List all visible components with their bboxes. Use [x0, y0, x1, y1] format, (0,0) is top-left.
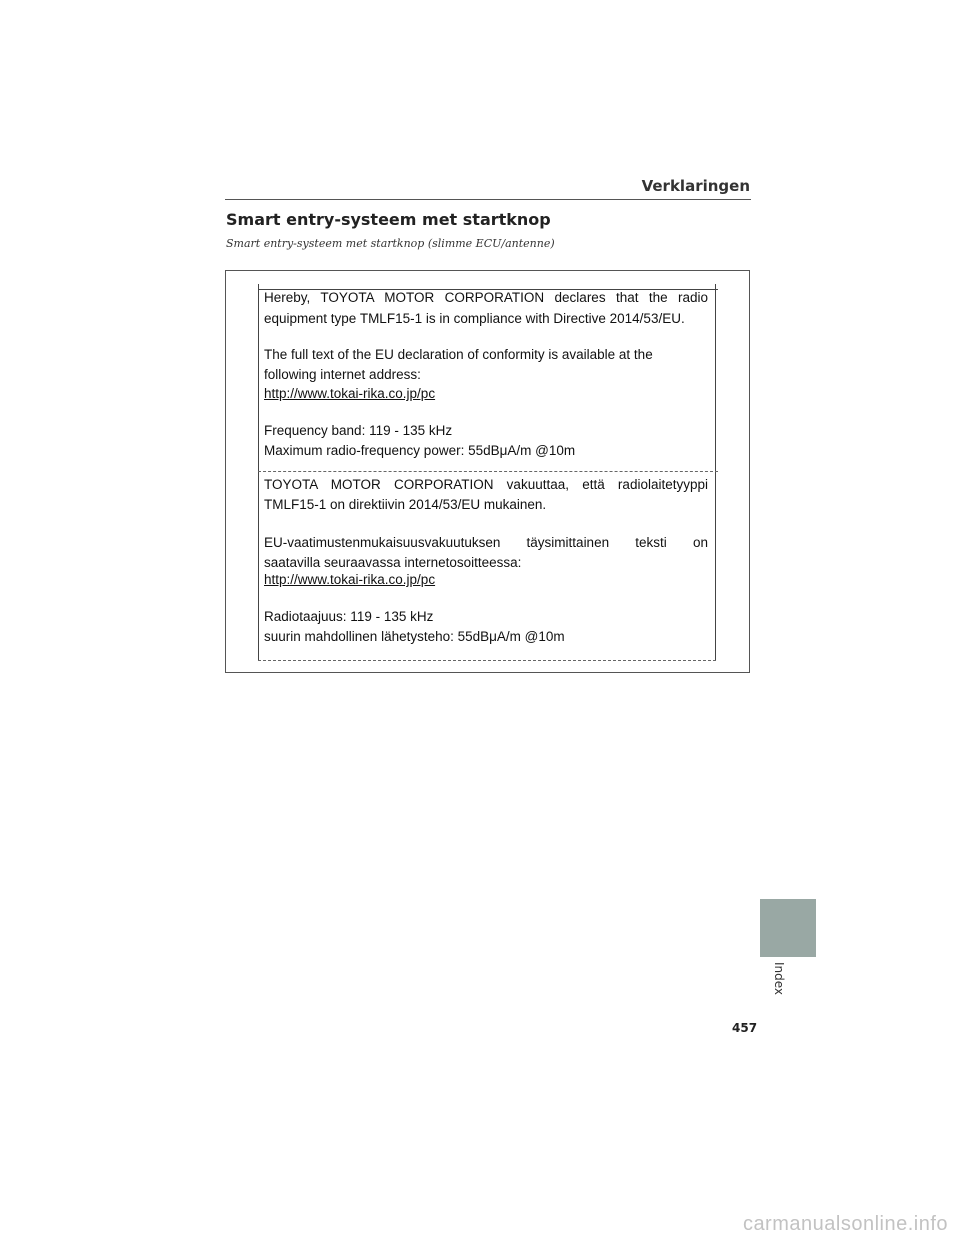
section-subtitle: Smart entry-systeem met startknop (slimme ECU/antenne): [226, 237, 555, 250]
finnish-link[interactable]: http://www.tokai-rika.co.jp/pc: [264, 572, 436, 587]
english-line-1: Hereby, TOYOTA MOTOR CORPORATION declares that the radio: [264, 290, 708, 305]
page-number: 457: [732, 1021, 758, 1035]
section-title: Smart entry-systeem met startknop: [226, 210, 551, 229]
english-link[interactable]: http://www.tokai-rika.co.jp/pc: [264, 386, 436, 401]
side-tab-label: Index: [772, 962, 786, 996]
finnish-power: suurin mahdollinen lähetysteho: 55dBμA/m @10m: [264, 629, 565, 644]
english-frequency: Frequency band: 119 - 135 kHz: [264, 423, 453, 438]
finnish-frequency: Radiotaajuus: 119 - 135 kHz: [264, 609, 434, 624]
english-line-2: equipment type TMLF15-1 is in compliance with Directive 2014/53/EU.: [264, 311, 685, 326]
chapter-title: Verklaringen: [641, 177, 750, 195]
header-divider: [225, 199, 751, 200]
english-line-3: The full text of the EU declaration of conformity is available at the: [264, 347, 653, 362]
finnish-line-4: saatavilla seuraavassa internetosoitteessa:: [264, 555, 522, 570]
watermark: carmanualsonline.info: [742, 1213, 948, 1235]
finnish-line-2: TMLF15-1 on direktiivin 2014/53/EU mukainen.: [264, 497, 547, 512]
finnish-line-1: TOYOTA MOTOR CORPORATION vakuuttaa, että radiolaitetyyppi: [264, 477, 708, 492]
english-power: Maximum radio-frequency power: 55dBμA/m @10m: [264, 443, 576, 458]
english-line-4: following internet address:: [264, 367, 421, 382]
scan-middle-rule: [258, 471, 718, 472]
finnish-line-3: EU-vaatimustenmukaisuusvakuutuksen täysimittainen teksti on: [264, 535, 708, 550]
scan-bottom-rule: [258, 660, 716, 661]
section-tab[interactable]: [760, 899, 816, 957]
